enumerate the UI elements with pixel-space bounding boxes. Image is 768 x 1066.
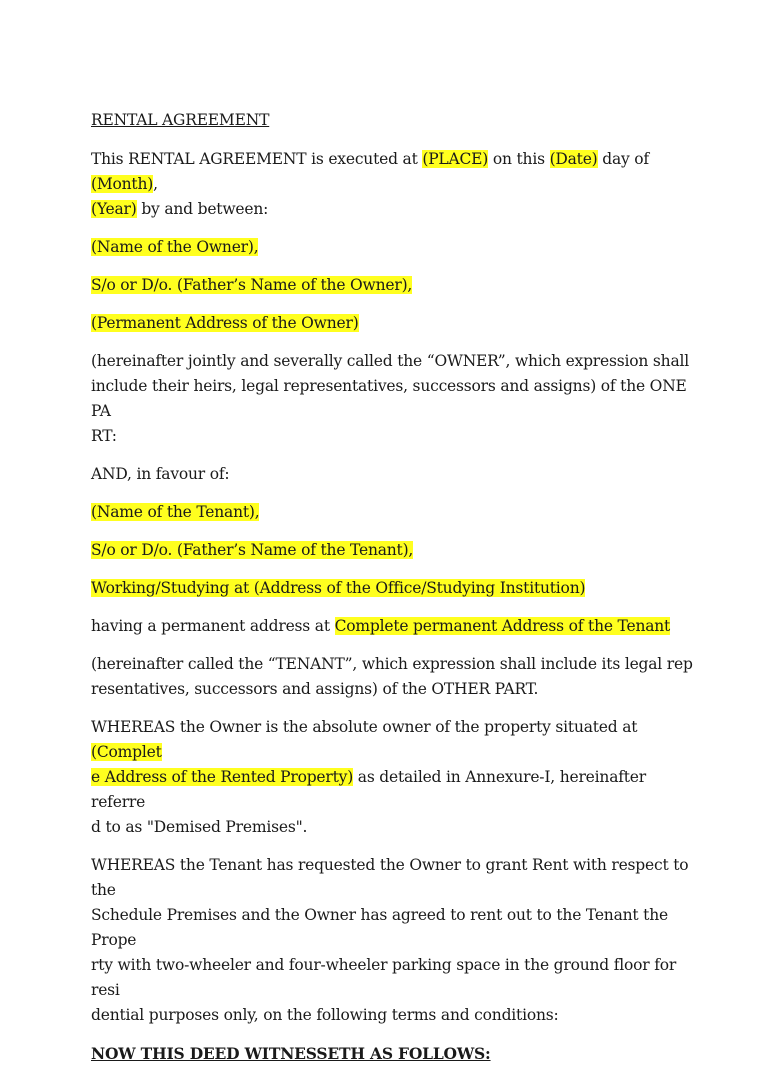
year-placeholder: (Year) bbox=[91, 200, 137, 218]
owner-address-line bbox=[91, 311, 704, 336]
owner-name-line bbox=[91, 235, 704, 260]
whereas-owner-text-1: WHEREAS the Owner is the absolute owner of the property situated at bbox=[91, 718, 638, 736]
owner-clause: (hereinafter jointly and severally called the “OWNER”, which expression shall include their heirs, legal representatives, successors and assigns) of the ONE PA RT: bbox=[91, 352, 689, 445]
whereas-tenant-paragraph: WHEREAS the Tenant has requested the Owner to grant Rent with respect to the Schedule Premises and the Owner has agreed to rent out to the Tenant the Prope rty with two-wheeler and four-wheeler parking space in the ground floor for resi dential purposes only, on the following terms and conditions: bbox=[91, 856, 689, 1024]
owner-name-placeholder: (Name of the Owner), bbox=[91, 238, 259, 256]
tenant-clause: (hereinafter called the “TENANT”, which expression shall include its legal rep resentatives, successors and assigns) of the OTHER PART. bbox=[91, 655, 693, 698]
tenant-permanent-prefix: having a permanent address at bbox=[91, 617, 335, 635]
tenant-father-placeholder: S/o or D/o. (Father’s Name of the Tenant), bbox=[91, 541, 414, 559]
whereas-owner-text-2: as detailed in Annexure-I, hereinafter referre d to as "Demised Premises". bbox=[91, 768, 646, 836]
owner-address-placeholder: (Permanent Address of the Owner) bbox=[91, 314, 359, 332]
intro-paragraph bbox=[91, 147, 704, 222]
intro-text-1: This RENTAL AGREEMENT is executed at bbox=[91, 150, 423, 168]
intro-text-3: day of bbox=[597, 150, 649, 168]
place-placeholder: (PLACE) bbox=[422, 150, 489, 168]
tenant-working-line bbox=[91, 576, 704, 601]
owner-father-placeholder: S/o or D/o. (Father’s Name of the Owner), bbox=[91, 276, 413, 294]
whereas-owner-paragraph bbox=[91, 715, 704, 840]
rented-property-address-placeholder: (Complet e Address of the Rented Property) bbox=[91, 743, 354, 786]
document-title: RENTAL AGREEMENT bbox=[91, 111, 270, 129]
tenant-permanent-address-line bbox=[91, 614, 704, 639]
owner-father-line bbox=[91, 273, 704, 298]
tenant-working-placeholder: Working/Studying at (Address of the Office/Studying Institution) bbox=[91, 579, 586, 597]
tenant-father-line bbox=[91, 538, 704, 563]
deed-heading: NOW THIS DEED WITNESSETH AS FOLLOWS: bbox=[91, 1044, 491, 1063]
tenant-name-line bbox=[91, 500, 704, 525]
date-placeholder: (Date) bbox=[549, 150, 598, 168]
intro-text-5: by and between: bbox=[136, 200, 269, 218]
and-favour-line: AND, in favour of: bbox=[91, 465, 230, 483]
intro-text-2: on this bbox=[488, 150, 550, 168]
intro-text-4: , bbox=[153, 175, 158, 193]
month-placeholder: (Month) bbox=[91, 175, 154, 193]
tenant-permanent-address-placeholder: Complete permanent Address of the Tenant bbox=[334, 617, 671, 635]
tenant-name-placeholder: (Name of the Tenant), bbox=[91, 503, 260, 521]
